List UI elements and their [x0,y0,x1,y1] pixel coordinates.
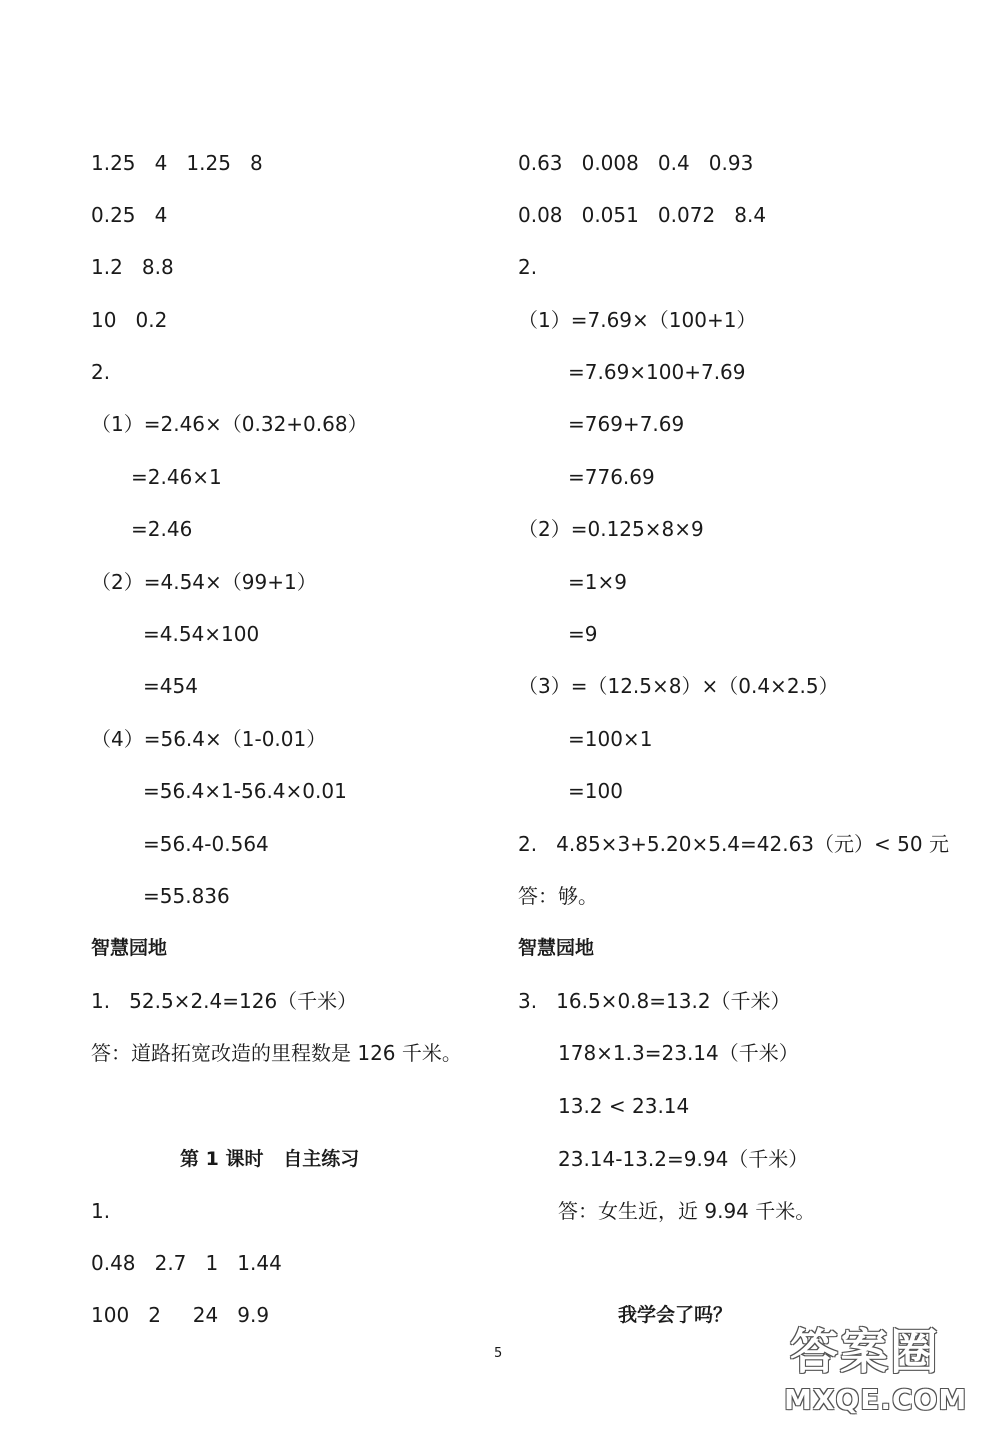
calc-line: =100 [568,779,623,803]
calc-line: =1×9 [568,570,627,594]
calc-line: =9 [568,622,598,646]
calc-line: （1）=7.69×（100+1） [518,308,757,332]
calc-line: =769+7.69 [568,412,685,436]
calc-line: =55.836 [143,884,230,908]
section-heading: 智慧园地 [518,937,595,959]
calc-line: （2）=4.54×（99+1） [91,570,317,594]
calc-line: 23.14-13.2=9.94（千米） [558,1147,809,1171]
calc-line: =100×1 [568,727,653,751]
calc-line: =7.69×100+7.69 [568,360,746,384]
calc-line: （2）=0.125×8×9 [518,517,704,541]
calc-line: （3）=（12.5×8）×（0.4×2.5） [518,674,839,698]
section-heading: 我学会了吗？ [618,1304,733,1326]
answer-statement: 答：够。 [518,884,598,908]
answer-line: 10 0.2 [91,308,168,332]
question-number: 2. [91,360,111,384]
watermark-logo [784,1323,994,1423]
question-number: 2. [518,255,538,279]
calc-line: =56.4×1-56.4×0.01 [143,779,347,803]
page-number: 5 [494,1346,503,1361]
calc-line: =56.4-0.564 [143,832,269,856]
calc-line: =454 [143,674,198,698]
answer-statement: 答：道路拓宽改造的里程数是 126 千米。 [91,1041,462,1065]
answer-line: 1. 52.5×2.4=126（千米） [91,989,358,1013]
watermark-text-bottom: MXQE.COM [784,1383,968,1416]
watermark-text-top: 答案圈 [790,1324,941,1380]
lesson-heading: 第 1 课时 自主练习 [180,1148,360,1170]
question-number: 1. [91,1199,111,1223]
answer-line: 1.25 4 1.25 8 [91,151,263,175]
answer-line: 0.25 4 [91,203,168,227]
answer-line: 100 2 24 9.9 [91,1303,270,1327]
calc-line: （4）=56.4×（1-0.01） [91,727,327,751]
calc-line: =2.46 [131,517,193,541]
calc-line: 178×1.3=23.14（千米） [558,1041,799,1065]
calc-line: （1）=2.46×（0.32+0.68） [91,412,368,436]
calc-line: =4.54×100 [143,622,260,646]
calc-line: 13.2 < 23.14 [558,1094,690,1118]
answer-line: 2. 4.85×3+5.20×5.4=42.63（元）< 50 元 [518,832,949,856]
answer-line: 0.08 0.051 0.072 8.4 [518,203,767,227]
answer-line: 3. 16.5×0.8=13.2（千米） [518,989,791,1013]
section-heading: 智慧园地 [91,937,168,959]
answer-line: 0.48 2.7 1 1.44 [91,1251,282,1275]
answer-statement: 答：女生近，近 9.94 千米。 [558,1199,816,1223]
calc-line: =2.46×1 [131,465,222,489]
calc-line: =776.69 [568,465,655,489]
answer-line: 0.63 0.008 0.4 0.93 [518,151,754,175]
answer-line: 1.2 8.8 [91,255,174,279]
